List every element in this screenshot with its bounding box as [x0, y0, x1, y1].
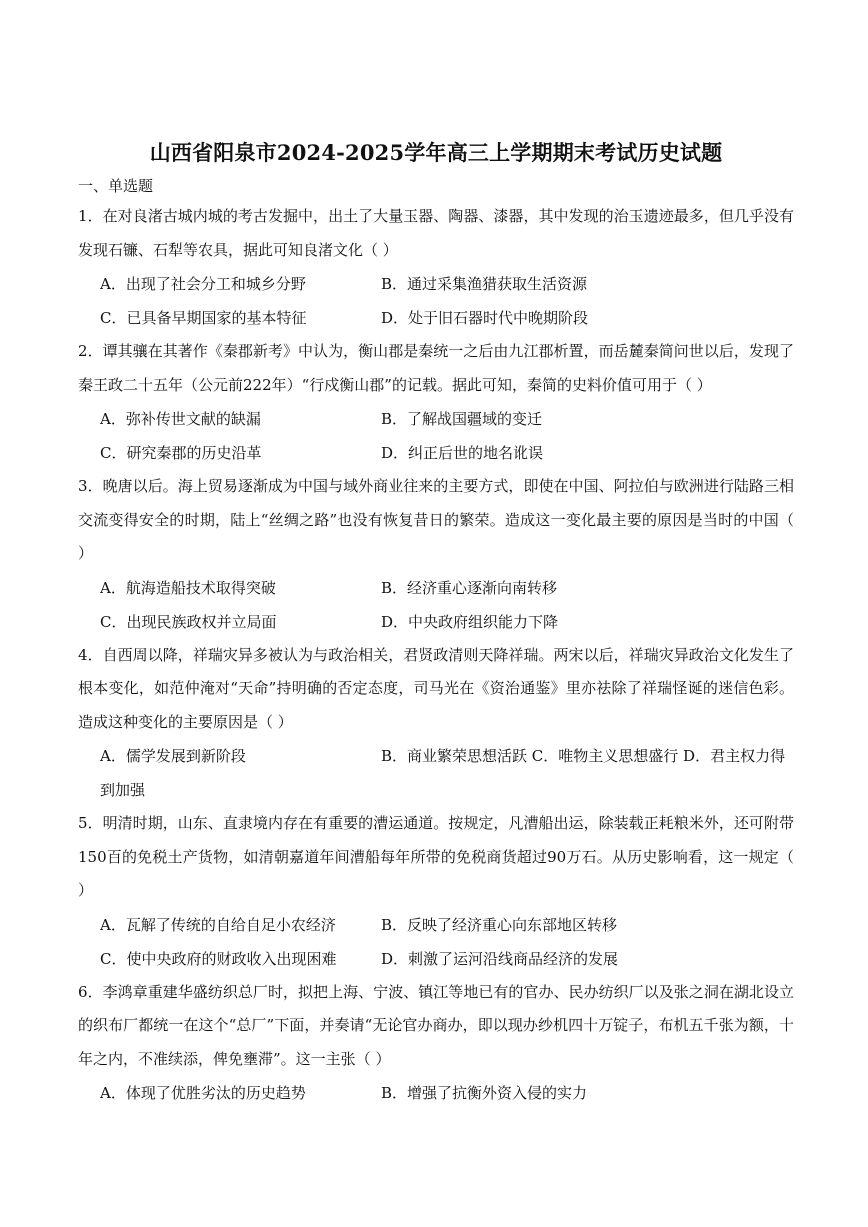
option-b: B．反映了经济重心向东部地区转移 — [381, 915, 618, 934]
options-bcd: B．商业繁荣思想活跃 C．唯物主义思想盛行 D．君主权力得到加强 — [100, 747, 786, 799]
option-a: A．瓦解了传统的自给自足小农经济 — [100, 915, 336, 934]
options-grid — [78, 402, 794, 470]
option-c: C．研究秦郡的历史沿革 — [100, 444, 262, 462]
options-grid — [78, 267, 794, 335]
question-5 — [78, 807, 794, 976]
option-d: D．刺激了运河沿线商品经济的发展 — [381, 949, 619, 968]
option-d: D．纠正后世的地名讹误 — [381, 444, 544, 462]
question-stem: 4．自西周以降，祥瑞灾异多被认为与政治相关，君贤政清则天降祥瑞。两宋以后，祥瑞灾异政治文化发生了根本变化，如范仲淹对“天命”持明确的否定态度，司马光在《资治通鉴》里亦祛除了祥瑞怪诞的迷信色彩。造成这种变化的主要原因是（ ） — [78, 645, 794, 731]
option-b: B．增强了抗衡外资入侵的实力 — [381, 1084, 588, 1102]
question-stem: 3．晚唐以后。海上贸易逐渐成为中国与域外商业往来的主要方式，即使在中国、阿拉伯与欧洲进行陆路三相交流变得安全的时期，陆上“丝绸之路”也没有恢复昔日的繁荣。造成这一变化最主要的原因是当时的中国（ ） — [78, 477, 794, 562]
option-b: B．通过采集渔猎获取生活资源 — [381, 275, 588, 293]
question-stem: 2．谭其骧在其著作《秦郡新考》中认为，衡山郡是秦统一之后由九江郡析置，而岳麓秦简问世以后，发现了秦王政二十五年（公元前222年）“行戍衡山郡”的记载。据此可知，秦简的史料价值可用于（ ） — [78, 342, 794, 394]
option-a: A．儒学发展到新阶段 — [100, 747, 246, 765]
question-1 — [78, 200, 794, 335]
options-grid — [78, 571, 794, 639]
option-a: A．体现了优胜劣汰的历史趋势 — [100, 1084, 306, 1102]
option-c: C．使中央政府的财政收入出现困难 — [100, 949, 337, 968]
question-2 — [78, 335, 794, 470]
option-b: B．经济重心逐渐向南转移 — [381, 578, 558, 597]
option-c: C．出现民族政权并立局面 — [100, 612, 277, 631]
option-a: A．航海造船技术取得突破 — [100, 578, 276, 597]
option-d: D．处于旧石器时代中晚期阶段 — [381, 309, 589, 327]
options-grid — [78, 908, 794, 976]
page-title: 山西省阳泉市2024-2025学年高三上学期期末考试历史试题 — [149, 140, 723, 165]
options-inline — [78, 739, 794, 807]
question-stem: 1．在对良渚古城内城的考古发掘中，出土了大量玉器、陶器、漆器，其中发现的治玉遗迹最多，但几乎没有发现石镰、石犁等农具，据此可知良渚文化（ ） — [78, 207, 794, 259]
question-stem: 5．明清时期，山东、直隶境内存在有重要的漕运通道。按规定，凡漕船出运，除装载正耗粮米外，还可附带150百的免税土产货物，如清朝嘉道年间漕船每年所带的免税商货超过90万石。从历史影响看，这一规定（ ） — [78, 814, 794, 899]
section-heading: 一、单选题 — [78, 177, 154, 195]
option-a: A．出现了社会分工和城乡分野 — [100, 275, 306, 293]
question-6 — [78, 976, 794, 1111]
question-stem: 6．李鸿章重建华盛纺织总厂时，拟把上海、宁波、镇江等地已有的官办、民办纺织厂以及张之洞在湖北设立的织布厂都统一在这个“总厂”下面，并奏请“无论官办商办，即以现办纱机四十万锭子，布机五千张为额，十年之内，不准续添，俾免壅滞”。这一主张（ ） — [78, 982, 794, 1068]
option-c: C．已具备早期国家的基本特征 — [100, 309, 307, 327]
options-grid — [78, 1076, 794, 1110]
option-b: B．了解战国疆域的变迁 — [381, 410, 543, 428]
option-a: A．弥补传世文献的缺漏 — [100, 410, 261, 428]
option-d: D．中央政府组织能力下降 — [381, 612, 559, 631]
question-3 — [78, 470, 794, 639]
question-4 — [78, 639, 794, 808]
